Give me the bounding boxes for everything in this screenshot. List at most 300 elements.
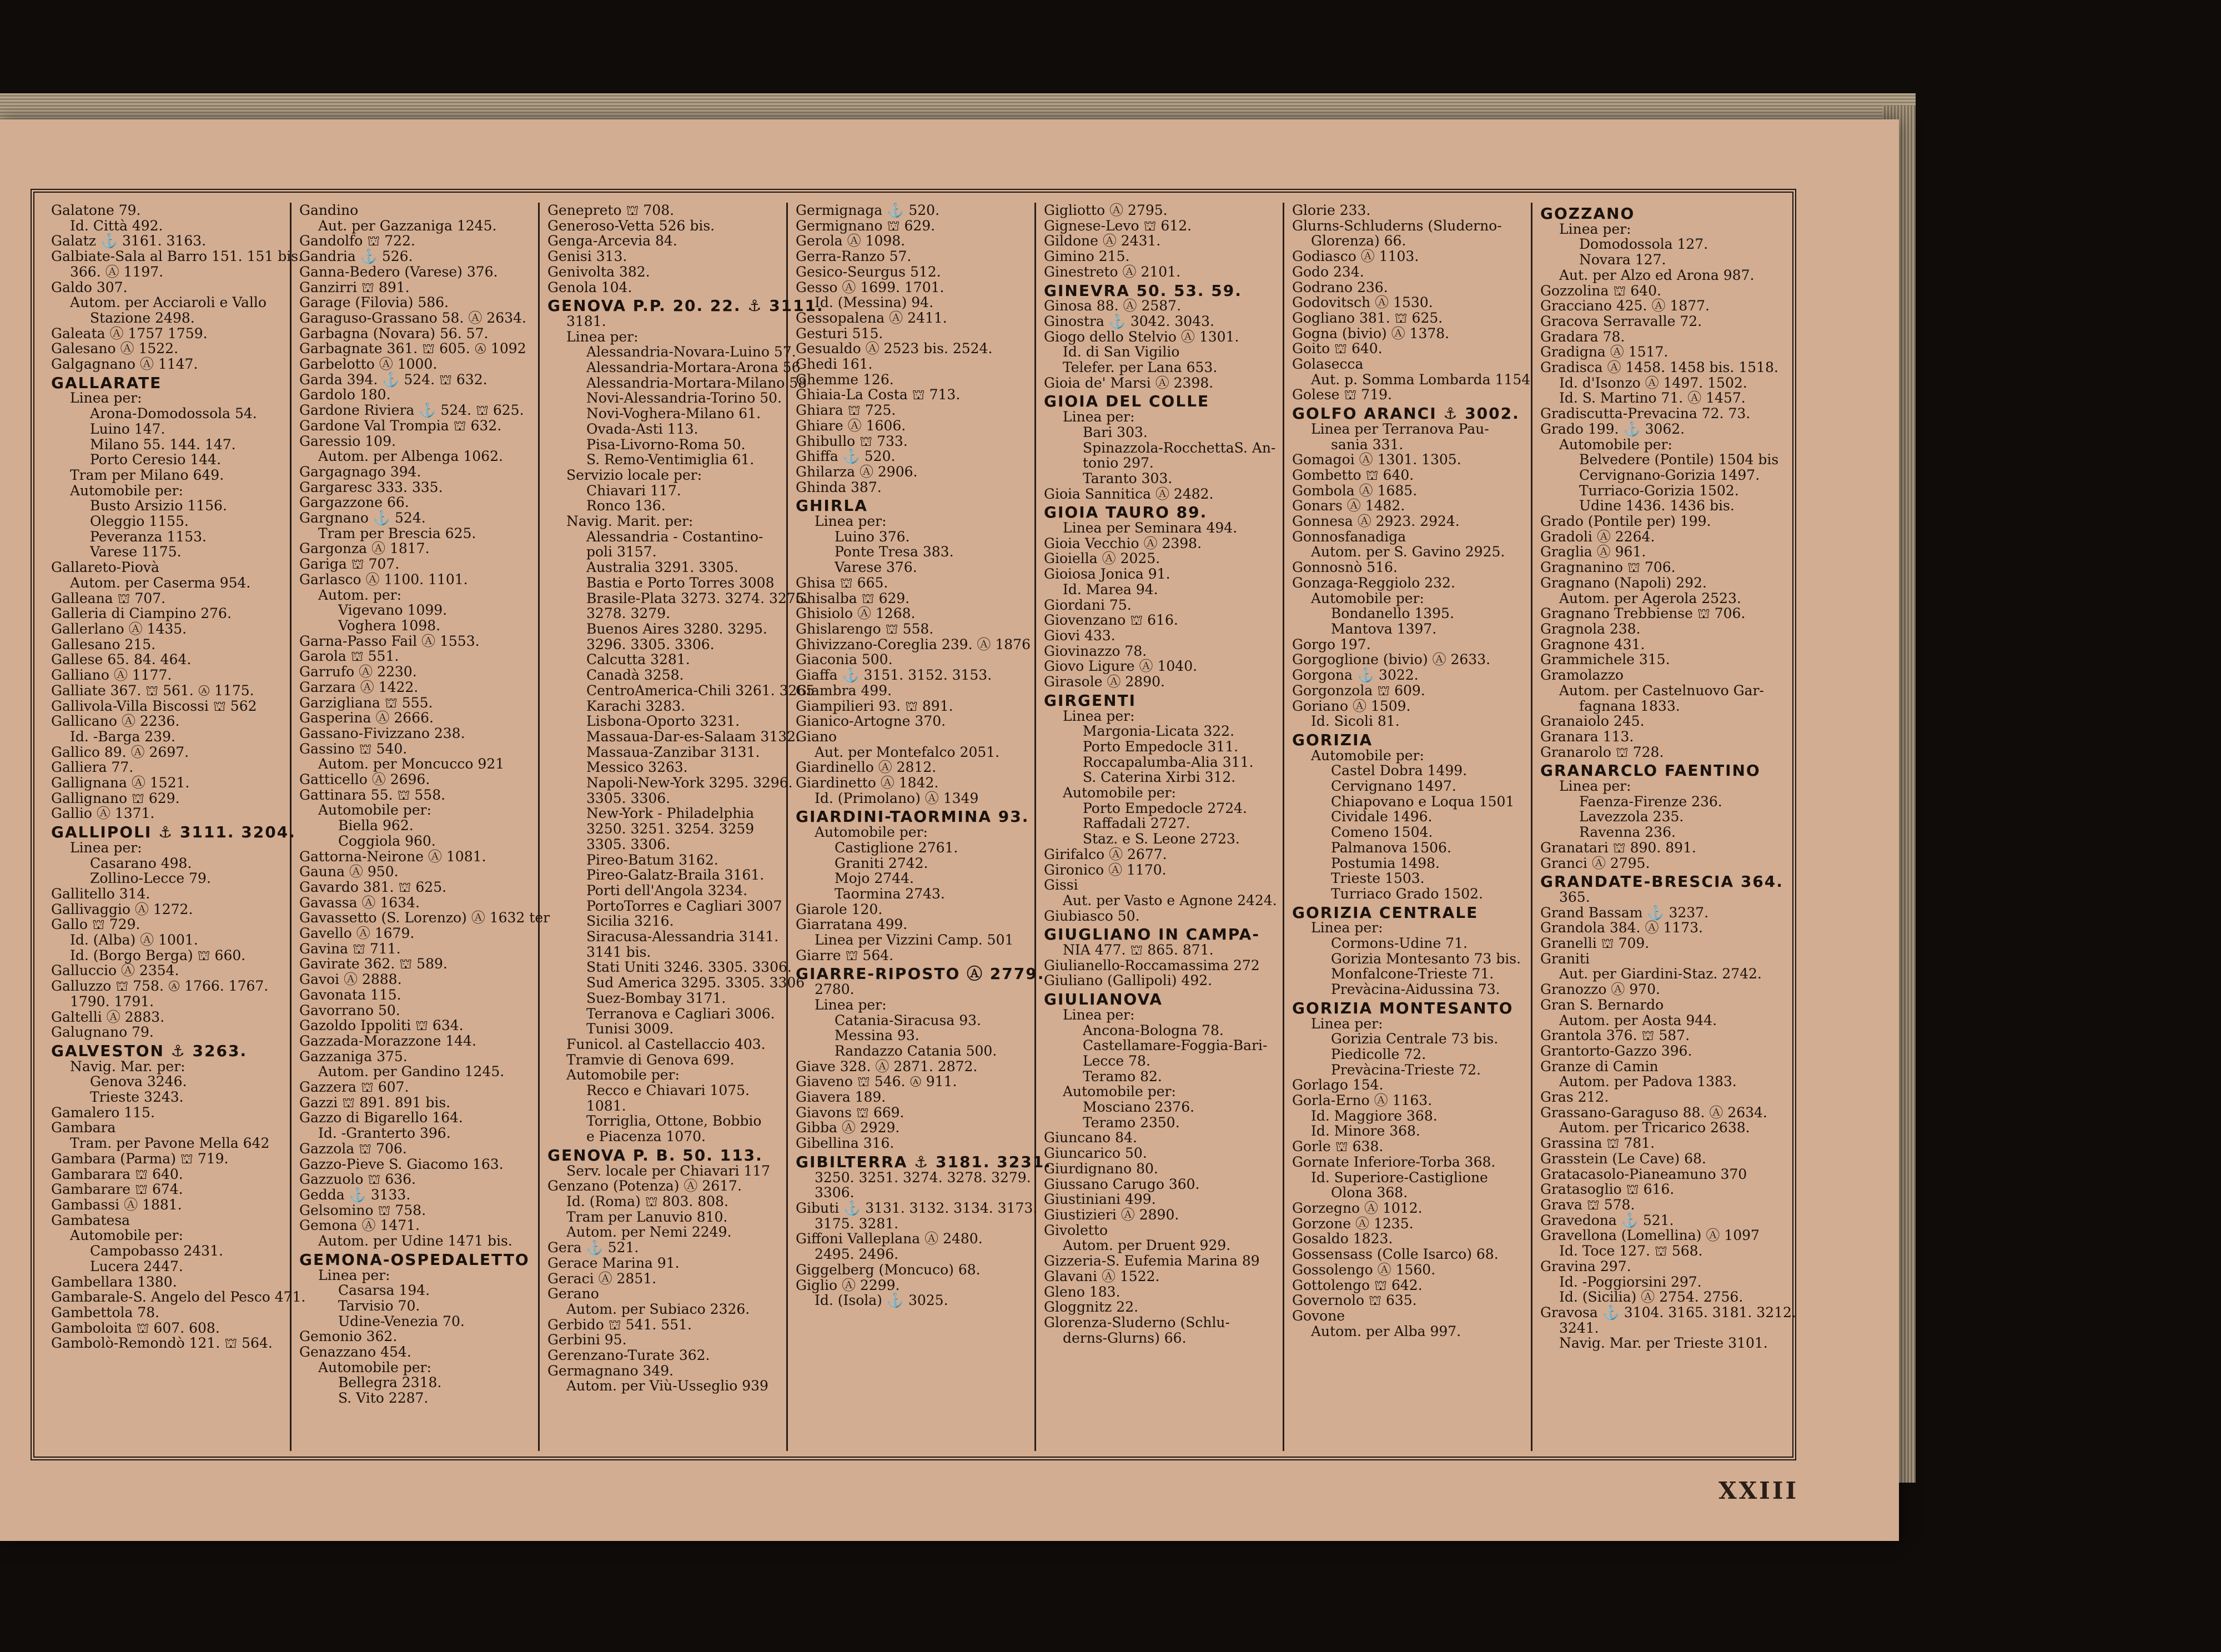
index-entry: Gottolengo ⛫ 642.	[1292, 1277, 1423, 1293]
index-column-6	[1284, 203, 1532, 1451]
index-entry: Gironico Ⓐ 1170.	[1044, 861, 1167, 878]
index-entry: Linea per:	[318, 1267, 390, 1283]
index-entry: Lucera 2447.	[90, 1258, 183, 1274]
index-entry: poli 3157.	[586, 544, 657, 560]
index-entry: Grassina ⛫ 781.	[1540, 1135, 1655, 1152]
index-entry: Voghera 1098.	[338, 617, 441, 634]
index-entry: Godo 234.	[1292, 263, 1364, 280]
index-entry: Gambara	[51, 1119, 116, 1136]
index-entry: Gradisca Ⓐ 1458. 1458 bis. 1518.	[1540, 359, 1778, 376]
index-entry: Giovinazzo 78.	[1044, 642, 1147, 659]
index-entry: Garbagna (Novara) 56. 57.	[299, 325, 489, 342]
index-entry: Recco e Chiavari 1075.	[586, 1082, 750, 1099]
index-entry: Gavoi Ⓐ 2888.	[299, 971, 402, 988]
index-entry: Teramo 2350.	[1083, 1114, 1180, 1131]
index-entry: Gorzegno Ⓐ 1012.	[1292, 1200, 1423, 1216]
index-entry: Giovi 433.	[1044, 627, 1115, 644]
index-entry: Aut. p. Somma Lombarda 1154	[1311, 371, 1531, 388]
index-entry: Sicilia 3216.	[586, 913, 674, 930]
index-entry: Linea per:	[1311, 1015, 1383, 1032]
index-entry: Gracciano 425. Ⓐ 1877.	[1540, 298, 1710, 314]
index-entry: Gesso Ⓐ 1699. 1701.	[796, 279, 944, 295]
index-entry: Granatari ⛫ 890. 891.	[1540, 839, 1696, 856]
index-entry: 365.	[1559, 888, 1590, 905]
index-entry: Ghislarengo ⛫ 558.	[796, 620, 934, 637]
index-entry: Id. (Primolano) Ⓐ 1349	[815, 790, 979, 806]
index-entry: Porto Empedocle 2724.	[1083, 800, 1247, 816]
index-entry: Gallivaggio Ⓐ 1272.	[51, 901, 193, 917]
index-entry: Gorgonzola ⛫ 609.	[1292, 682, 1425, 699]
index-entry: Gandino	[299, 202, 359, 218]
index-entry: Ghemme 126.	[796, 371, 894, 388]
index-heading: GIBILTERRA ⚓ 3181. 3231.	[796, 1152, 1052, 1171]
index-entry: Galgagnano Ⓐ 1147.	[51, 356, 198, 373]
index-entry: Taranto 303.	[1083, 470, 1173, 486]
index-entry: Galliano Ⓐ 1177.	[51, 667, 172, 684]
index-entry: Galbiate-Sala al Barro 151. 151 bis.	[51, 248, 303, 265]
index-entry: Generoso-Vetta 526 bis.	[547, 217, 715, 234]
index-entry: Tram per Milano 649.	[70, 466, 224, 483]
index-entry: Ghiare Ⓐ 1606.	[796, 417, 906, 434]
index-entry: Golese ⛫ 719.	[1292, 386, 1392, 403]
index-entry: Gozzolina ⛫ 640.	[1540, 282, 1661, 299]
index-entry: Gallese 65. 84. 464.	[51, 651, 192, 668]
index-entry: Buenos Aires 3280. 3295.	[586, 620, 767, 637]
index-entry: Giustizieri Ⓐ 2890.	[1044, 1207, 1179, 1223]
index-entry: Granozzo Ⓐ 970.	[1540, 981, 1660, 998]
index-entry: Funicol. al Castellaccio 403.	[566, 1036, 766, 1052]
index-entry: Gallo ⛫ 729.	[51, 916, 140, 933]
index-entry: Gerbini 95.	[547, 1332, 627, 1348]
index-entry: Ronco 136.	[586, 498, 666, 514]
index-entry: Grammichele 315.	[1540, 651, 1670, 668]
index-entry: Linea per Terranova Pau-	[1311, 420, 1489, 437]
index-entry: Tramvie di Genova 699.	[566, 1051, 735, 1068]
index-entry: Automobile per:	[815, 824, 928, 841]
index-column-1	[43, 202, 306, 1451]
index-entry: Godrano 236.	[1292, 279, 1388, 295]
index-entry: Gioia Vecchio Ⓐ 2398.	[1044, 535, 1202, 551]
index-entry: Pisa-Livorno-Roma 50.	[586, 436, 746, 453]
index-heading: GALLIPOLI ⚓ 3111. 3204.	[51, 823, 296, 842]
index-entry: Grantola 376. ⛫ 587.	[1540, 1027, 1690, 1044]
index-entry: Giubiasco 50.	[1044, 907, 1140, 924]
index-entry: Linea per:	[70, 390, 142, 406]
index-entry: Ovada-Asti 113.	[586, 420, 699, 437]
index-entry: Gandria ⚓ 526.	[299, 248, 413, 265]
index-entry: 2495. 2496.	[815, 1246, 899, 1263]
index-entry: Piedicolle 72.	[1331, 1046, 1426, 1062]
index-entry: Gesturi 515.	[796, 325, 883, 342]
index-entry: Luino 376.	[835, 528, 910, 545]
index-entry: Staz. e S. Leone 2723.	[1083, 831, 1240, 847]
index-entry: Goriano Ⓐ 1509.	[1292, 697, 1411, 714]
index-entry: Galluccio Ⓐ 2354.	[51, 962, 179, 979]
index-entry: Autom. per Caserma 954.	[70, 574, 251, 591]
index-entry: Autom. per Aosta 944.	[1559, 1012, 1717, 1028]
index-entry: Genivolta 382.	[547, 263, 650, 280]
index-entry: Trieste 1503.	[1331, 870, 1425, 887]
index-entry: Oleggio 1155.	[90, 513, 189, 530]
index-entry: Gravedona ⚓ 521.	[1540, 1212, 1674, 1228]
index-entry: Gragnola 238.	[1540, 620, 1641, 637]
index-entry: Geraci Ⓐ 2851.	[547, 1270, 657, 1287]
index-entry: Gibba Ⓐ 2929.	[796, 1119, 900, 1136]
index-entry: Postumia 1498.	[1331, 855, 1440, 871]
index-entry: Gonars Ⓐ 1482.	[1292, 498, 1405, 514]
index-entry: CentroAmerica-Chili 3261. 3265	[586, 682, 815, 699]
index-heading: GIRGENTI	[1044, 691, 1137, 710]
index-entry: Gonnosnò 516.	[1292, 559, 1398, 576]
index-entry: Aut. per Vasto e Agnone 2424.	[1063, 892, 1277, 908]
index-entry: Cormons-Udine 71.	[1331, 935, 1468, 952]
index-entry: Gamboloita ⛫ 607. 608.	[51, 1319, 220, 1336]
index-heading: GIOIA DEL COLLE	[1044, 392, 1210, 411]
index-entry: Linea per Vizzini Camp. 501	[815, 932, 1014, 948]
index-entry: Gras 212.	[1540, 1089, 1609, 1106]
index-entry: Stati Uniti 3246. 3305. 3306.	[586, 959, 792, 976]
index-entry: Giardinetto Ⓐ 1842.	[796, 775, 939, 791]
index-entry: NIA 477. ⛫ 865. 871.	[1063, 942, 1214, 958]
index-entry: Giordani 75.	[1044, 596, 1132, 613]
index-entry: Gelsomino ⛫ 758.	[299, 1202, 426, 1218]
index-entry: Alessandria-Novara-Luino 57.	[586, 344, 796, 360]
index-heading: GALVESTON ⚓ 3263.	[51, 1041, 248, 1060]
index-entry: Gogliano 381. ⛫ 625.	[1292, 309, 1443, 326]
index-entry: Giffoni Valleplana Ⓐ 2480.	[796, 1231, 983, 1247]
index-entry: 3241.	[1559, 1319, 1599, 1336]
index-entry: Gatticello Ⓐ 2696.	[299, 771, 430, 788]
index-entry: Ginostra ⚓ 3042. 3043.	[1044, 313, 1214, 329]
index-entry: Gallesano 215.	[51, 636, 156, 652]
index-entry: Gallio Ⓐ 1371.	[51, 805, 155, 822]
index-entry: Gerra-Ranzo 57.	[796, 248, 912, 265]
index-entry: Givoletto	[1044, 1222, 1108, 1238]
index-entry: Ghisalba ⛫ 629.	[796, 590, 910, 606]
index-entry: Garage (Filovia) 586.	[299, 294, 449, 311]
index-entry: Giarratana 499.	[796, 916, 908, 933]
index-entry: Gragnanino ⛫ 706.	[1540, 559, 1676, 576]
index-entry: Vigevano 1099.	[338, 602, 448, 619]
index-entry: Id. Città 492.	[70, 217, 163, 234]
index-entry: Novi-Voghera-Milano 61.	[586, 405, 761, 422]
index-entry: Giglio Ⓐ 2299.	[796, 1277, 900, 1293]
index-entry: Galatz ⚓ 3161. 3163.	[51, 233, 207, 249]
index-entry: Belvedere (Pontile) 1504 bis	[1579, 451, 1779, 468]
index-entry: Domodossola 127.	[1579, 236, 1709, 253]
index-entry: Trieste 3243.	[90, 1089, 184, 1106]
index-entry: Linea per:	[1063, 707, 1135, 724]
index-entry: Milano 55. 144. 147.	[90, 436, 236, 453]
index-entry: Garola ⛫ 551.	[299, 648, 399, 665]
index-heading: GIARRE-RIPOSTO Ⓐ 2779.	[796, 965, 1045, 983]
index-entry: Gallico 89. Ⓐ 2697.	[51, 744, 189, 760]
index-entry: Gerbido ⛫ 541. 551.	[547, 1316, 692, 1333]
index-entry: Gorgoglione (bivio) Ⓐ 2633.	[1292, 651, 1491, 668]
index-entry: Gramolazzo	[1540, 667, 1624, 684]
index-entry: Gonnosfanadiga	[1292, 528, 1406, 545]
index-entry: Gambarare ⛫ 674.	[51, 1181, 183, 1198]
index-entry: Gandolfo ⛫ 722.	[299, 233, 415, 249]
index-entry: Id. Maggiore 368.	[1311, 1107, 1438, 1124]
index-entry: Cervignano-Gorizia 1497.	[1579, 466, 1760, 483]
index-entry: Zollino-Lecce 79.	[90, 870, 211, 887]
index-entry: Id. d'Isonzo Ⓐ 1497. 1502.	[1559, 374, 1747, 391]
index-entry: Galugnano 79.	[51, 1024, 154, 1041]
index-entry: Cividale 1496.	[1331, 809, 1433, 825]
index-entry: Gonnesa Ⓐ 2923. 2924.	[1292, 513, 1460, 530]
index-entry: Giavera 189.	[796, 1089, 886, 1106]
index-entry: Ghiffa ⚓ 520.	[796, 448, 896, 465]
index-entry: fagnana 1833.	[1579, 697, 1680, 714]
index-entry: Glorenza) 66.	[1311, 233, 1406, 249]
index-entry: Garda 394. ⚓ 524. ⛫ 632.	[299, 371, 488, 388]
index-entry: Gallitello 314.	[51, 885, 150, 902]
index-entry: Gavello Ⓐ 1679.	[299, 925, 415, 942]
index-heading: GIULIANOVA	[1044, 990, 1163, 1009]
index-entry: Giussano Carugo 360.	[1044, 1176, 1200, 1192]
index-entry: Glavani Ⓐ 1522.	[1044, 1268, 1160, 1284]
index-entry: Gibuti ⚓ 3131. 3132. 3134. 3173.	[796, 1200, 1038, 1216]
index-entry: 366. Ⓐ 1197.	[70, 263, 164, 280]
index-entry: Varese 1175.	[90, 544, 182, 560]
index-entry: Gazzaniga 375.	[299, 1048, 408, 1064]
index-entry: Gogna (bivio) Ⓐ 1378.	[1292, 325, 1450, 342]
index-entry: Galleana ⛫ 707.	[51, 590, 166, 606]
index-heading: GOLFO ARANCI ⚓ 3002.	[1292, 404, 1520, 423]
index-entry: Governolo ⛫ 635.	[1292, 1292, 1417, 1309]
index-entry: Raffadali 2727.	[1083, 815, 1190, 832]
index-entry: Galatone 79.	[51, 202, 141, 218]
index-entry: Id. (Roma) ⛫ 803. 808.	[566, 1193, 728, 1209]
index-entry: Govone	[1292, 1307, 1345, 1324]
index-entry: Gorle ⛫ 638.	[1292, 1138, 1384, 1155]
index-entry: Id. (Messina) 94.	[815, 294, 934, 311]
index-entry: Gornate Inferiore-Torba 368.	[1292, 1153, 1496, 1170]
index-entry: Massaua-Dar-es-Salaam 3132.	[586, 728, 800, 745]
index-entry: Chiavari 117.	[586, 482, 681, 499]
index-entry: Automobile per:	[318, 802, 431, 819]
index-entry: Gibellina 316.	[796, 1135, 895, 1152]
index-entry: Gorlago 154.	[1292, 1077, 1384, 1093]
index-entry: Massaua-Zanzibar 3131.	[586, 744, 760, 760]
index-entry: Giaveno ⛫ 546. Ⓐ 911.	[796, 1073, 957, 1090]
index-entry: Giulianello-Roccamassima 272	[1044, 957, 1260, 973]
index-entry: Gravosa ⚓ 3104. 3165. 3181. 3212.	[1540, 1304, 1796, 1320]
index-entry: 3306.	[815, 1184, 855, 1201]
index-entry: Aut. per Giardini-Staz. 2742.	[1559, 966, 1762, 982]
index-entry: Gravina 297.	[1540, 1258, 1631, 1274]
index-entry: Gallignano ⛫ 629.	[51, 790, 180, 806]
index-entry: Arona-Domodossola 54.	[90, 405, 257, 422]
index-entry: Autom. per Acciaroli e Vallo	[70, 294, 267, 311]
index-entry: Cervignano 1497.	[1331, 778, 1456, 795]
index-entry: Karachi 3283.	[586, 697, 686, 714]
index-entry: Palmanova 1506.	[1331, 839, 1451, 856]
index-entry: Ganna-Bedero (Varese) 376.	[299, 263, 498, 280]
index-entry: Graglia Ⓐ 961.	[1540, 544, 1646, 560]
index-heading: GALLARATE	[51, 373, 162, 392]
index-entry: Gombola Ⓐ 1685.	[1292, 482, 1418, 499]
index-heading: GORIZIA CENTRALE	[1292, 903, 1479, 922]
index-entry: Autom. per Padova 1383.	[1559, 1073, 1737, 1090]
index-entry: Genola 104.	[547, 279, 632, 295]
index-entry: Mojo 2744.	[835, 870, 914, 887]
index-entry: Canadà 3258.	[586, 667, 684, 684]
index-entry: Gioiosa Jonica 91.	[1044, 566, 1170, 583]
index-entry: Ghiara ⛫ 725.	[796, 402, 896, 419]
index-heading: GEMONA-OSPEDALETTO	[299, 1250, 530, 1269]
index-heading: GIUGLIANO IN CAMPA-	[1044, 925, 1260, 944]
index-entry: Autom. per Nemi 2249.	[566, 1224, 732, 1241]
index-entry: Navig. Mar. per Trieste 3101.	[1559, 1335, 1768, 1352]
index-entry: Tram per Brescia 625.	[318, 525, 476, 541]
index-entry: Genga-Arcevia 84.	[547, 233, 677, 249]
index-entry: Id. (Isola) ⚓ 3025.	[815, 1292, 948, 1309]
index-entry: Gambolò-Remondò 121. ⛫ 564.	[51, 1335, 273, 1352]
index-entry: Coggiola 960.	[338, 832, 436, 849]
page-number: XXIII	[1718, 1477, 1799, 1504]
index-entry: Automobile per:	[1063, 785, 1176, 801]
index-entry: Giardinello Ⓐ 2812.	[796, 759, 937, 776]
index-entry: Autom. per Alba 997.	[1311, 1323, 1461, 1339]
index-entry: Gazzi ⛫ 891. 891 bis.	[299, 1094, 451, 1111]
index-entry: Galluzzo ⛫ 758. Ⓐ 1766. 1767.	[51, 978, 269, 995]
index-entry: 3296. 3305. 3306.	[586, 636, 715, 652]
index-entry: Grantorto-Gazzo 396.	[1540, 1042, 1692, 1059]
index-entry: Id. Toce 127. ⛫ 568.	[1559, 1243, 1703, 1259]
index-entry: Linea per:	[566, 328, 639, 345]
index-entry: Garrufo Ⓐ 2230.	[299, 664, 417, 680]
index-entry: Gambettola 78.	[51, 1304, 160, 1320]
index-entry: Gissi	[1044, 877, 1078, 893]
index-entry: Gradara 78.	[1540, 328, 1625, 345]
index-entry: Gesualdo Ⓐ 2523 bis. 2524.	[796, 340, 993, 357]
index-entry: Gambara (Parma) ⛫ 719.	[51, 1150, 229, 1167]
index-heading: GIOIA TAURO 89.	[1044, 503, 1208, 522]
index-entry: Varese 376.	[835, 559, 917, 576]
index-entry: Granze di Camin	[1540, 1058, 1659, 1074]
index-entry: Gavassa Ⓐ 1634.	[299, 894, 420, 911]
index-entry: Udine-Venezia 70.	[338, 1313, 465, 1329]
index-entry: Gessopalena Ⓐ 2411.	[796, 309, 947, 326]
index-entry: Gallivola-Villa Biscossi ⛫ 562	[51, 697, 257, 714]
index-entry: Novi-Alessandria-Torino 50.	[586, 390, 782, 406]
index-entry: S. Remo-Ventimiglia 61.	[586, 451, 755, 468]
index-entry: Gassano-Fivizzano 238.	[299, 725, 465, 741]
index-entry: Gamalero 115.	[51, 1104, 155, 1121]
index-entry: Garzigliana ⛫ 555.	[299, 694, 433, 711]
index-entry: Gomagoi Ⓐ 1301. 1305.	[1292, 451, 1461, 468]
index-entry: Peveranza 1153.	[90, 528, 207, 545]
index-entry: Busto Arsizio 1156.	[90, 498, 227, 514]
index-entry: Gazzada-Morazzone 144.	[299, 1032, 476, 1049]
index-entry: Lavezzola 235.	[1579, 809, 1684, 825]
index-entry: Linea per:	[1559, 220, 1631, 237]
index-entry: Id. (Sicilia) Ⓐ 2754. 2756.	[1559, 1289, 1743, 1305]
index-entry: Grassano-Garaguso 88. Ⓐ 2634.	[1540, 1104, 1767, 1121]
index-entry: Glurns-Schluderns (Sluderno-	[1292, 217, 1502, 234]
index-column-5	[1036, 203, 1284, 1451]
index-entry: Giogo dello Stelvio Ⓐ 1301.	[1044, 328, 1239, 345]
index-heading: GENOVA P.P. 20. 22. ⚓ 3111.	[547, 297, 824, 315]
index-entry: Gardone Val Trompia ⛫ 632.	[299, 417, 502, 434]
index-entry: Calcutta 3281.	[586, 651, 690, 668]
index-entry: Granarolo ⛫ 728.	[1540, 744, 1664, 760]
index-entry: S. Vito 2287.	[338, 1390, 429, 1407]
index-entry: Gambarale-S. Angelo del Pesco 471.	[51, 1289, 306, 1305]
index-entry: Gazzo-Pieve S. Giacomo 163.	[299, 1156, 504, 1172]
index-heading: GHIRLA	[796, 496, 868, 515]
index-entry: Autom. per Moncucco 921	[318, 756, 505, 772]
index-entry: Giggelberg (Moncuco) 68.	[796, 1261, 981, 1278]
index-entry: Gonzaga-Reggiolo 232.	[1292, 574, 1455, 591]
index-entry: Gizzeria-S. Eufemia Marina 89	[1044, 1253, 1260, 1269]
index-entry: Gradiscutta-Prevacina 72. 73.	[1540, 405, 1751, 422]
index-entry: Gavardo 381. ⛫ 625.	[299, 878, 447, 895]
index-entry: Ghisa ⛫ 665.	[796, 574, 888, 591]
index-entry: Novara 127.	[1579, 252, 1666, 268]
index-entry: 3250. 3251. 3254. 3259	[586, 821, 755, 837]
index-entry: Gazzo di Bigarello 164.	[299, 1109, 463, 1126]
index-entry: Giarre ⛫ 564.	[796, 947, 894, 963]
index-entry: Giavons ⛫ 669.	[796, 1104, 905, 1121]
index-entry: Autom. per:	[318, 586, 402, 603]
index-entry: Golasecca	[1292, 356, 1364, 373]
index-column-7	[1532, 203, 1796, 1451]
index-entry: Stazione 2498.	[90, 309, 195, 326]
index-entry: 3278. 3279.	[586, 605, 671, 622]
index-entry: Garaguso-Grassano 58. Ⓐ 2634.	[299, 309, 526, 326]
index-entry: Linea per:	[815, 513, 887, 530]
index-entry: Giovo Ligure Ⓐ 1040.	[1044, 658, 1198, 675]
index-entry: Glorie 233.	[1292, 202, 1371, 218]
index-table	[31, 189, 1796, 1460]
index-entry: Grasstein (Le Cave) 68.	[1540, 1150, 1706, 1167]
index-entry: Giambra 499.	[796, 682, 892, 699]
index-entry: Mosciano 2376.	[1083, 1099, 1195, 1116]
index-entry: Gattorna-Neirone Ⓐ 1081.	[299, 848, 486, 865]
index-entry: Grado (Pontile per) 199.	[1540, 513, 1711, 530]
index-entry: Alessandria-Mortara-Arona 56	[586, 359, 801, 376]
index-entry: Linea per Seminara 494.	[1063, 520, 1238, 536]
index-entry: Pireo-Galatz-Braila 3161.	[586, 867, 765, 883]
index-entry: Catania-Siracusa 93.	[835, 1012, 981, 1028]
index-entry: Automobile per:	[318, 1359, 431, 1375]
index-entry: 1081.	[586, 1097, 626, 1114]
index-entry: Gardone Riviera ⚓ 524. ⛫ 625.	[299, 402, 524, 419]
index-entry: Giustiniani 499.	[1044, 1191, 1156, 1208]
index-entry: Faenza-Firenze 236.	[1579, 793, 1722, 810]
index-column-2	[292, 202, 550, 1451]
index-entry: Gigliotto Ⓐ 2795.	[1044, 202, 1168, 218]
index-entry: Genova 3246.	[90, 1073, 187, 1090]
index-entry: Autom. per S. Gavino 2925.	[1311, 544, 1505, 560]
index-entry: Castiglione 2761.	[835, 839, 958, 856]
index-entry: Autom. per Subiaco 2326.	[566, 1300, 750, 1317]
index-entry: Automobile per:	[1311, 747, 1424, 764]
index-entry: Casarano 498.	[90, 855, 192, 871]
index-entry: Bari 303.	[1083, 424, 1148, 440]
index-entry: Id. Superiore-Castiglione	[1311, 1169, 1488, 1186]
index-entry: Automobile per:	[566, 1067, 680, 1083]
index-entry: Gemona Ⓐ 1471.	[299, 1217, 420, 1234]
index-entry: Gloggnitz 22.	[1044, 1299, 1139, 1315]
index-entry: Ghilarza Ⓐ 2906.	[796, 463, 918, 480]
index-entry: Casarsa 194.	[338, 1282, 430, 1299]
index-entry: Granelli ⛫ 709.	[1540, 935, 1650, 952]
index-entry: Bondanello 1395.	[1331, 605, 1454, 622]
